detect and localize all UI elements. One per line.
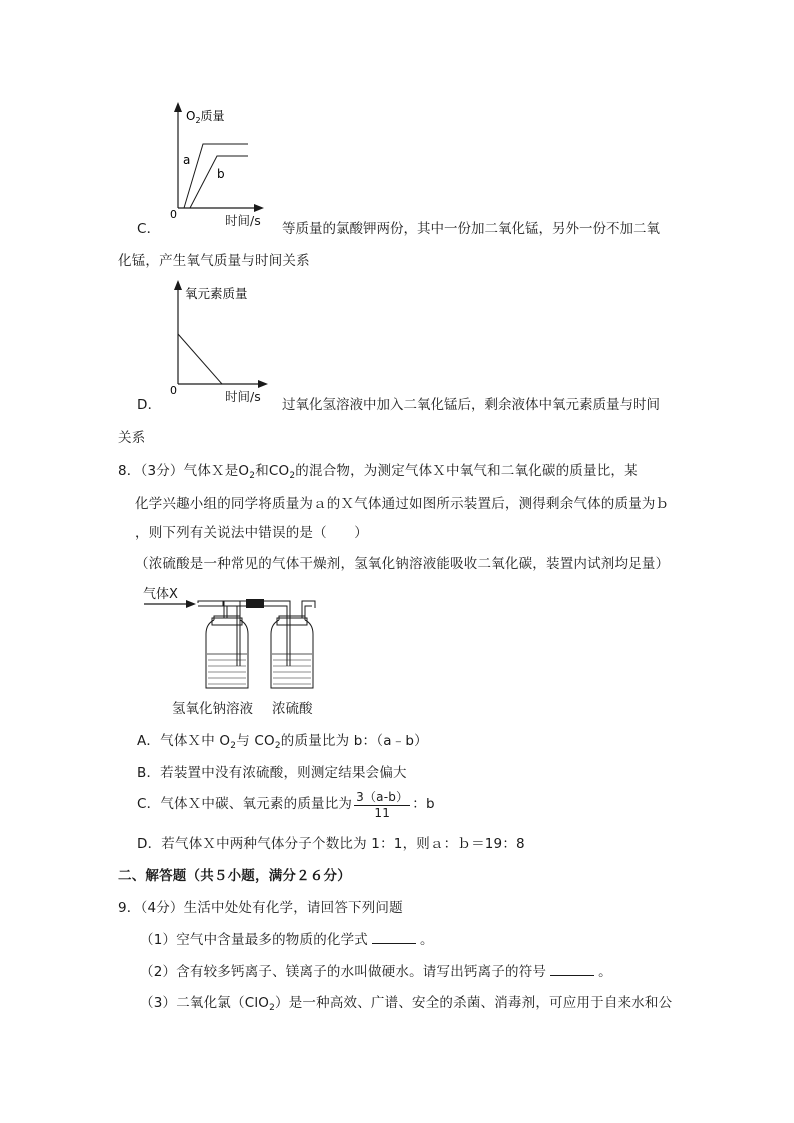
inlet-tube-inner (198, 606, 237, 666)
graph-c-origin: 0 (170, 208, 177, 221)
q8-stem-line3: ，则下列有关说法中错误的是（ ） (135, 525, 368, 541)
q8-stem-line1: 8．（3分）气体Ｘ是$O_2$和$CO_2$的混合物，为测定气体Ｘ中氧气和二氧化碳的质量比，某 (118, 463, 638, 481)
option-c-text: 等质量的氯酸钾两份，其中一份加二氧化锰，另外一份不加二氧 (282, 221, 660, 237)
q8-stem-line2: 化学兴趣小组的同学将质量为ａ的Ｘ气体通过如图所示装置后，测得剩余气体的质量为ｂ (135, 496, 670, 512)
bottle-1-label: 氢氧化钠溶液 (172, 701, 253, 717)
option-d-text: 过氧化氢溶液中加入二氧化锰后，剩余液体中氧元素质量与时间 (282, 397, 660, 413)
q8-option-b: B．若装置中没有浓硫酸，则测定结果会偏大 (137, 765, 407, 781)
graph-d-line (178, 334, 222, 384)
bottle-1 (206, 616, 248, 688)
outlet-tube-inner (305, 606, 312, 618)
graph-c-xlabel: 时间/s (225, 213, 261, 228)
q9-answer-blank-2[interactable] (550, 964, 594, 976)
gas-x-label: 气体X (143, 587, 178, 602)
q8-option-c-fraction: $\frac{3(a-b)}{11}$ (356, 790, 409, 820)
graph-d-ylabel: 氧元素质量 (185, 286, 248, 301)
q8-note: （浓硫酸是一种常见的气体干燥剂，氢氧化钠溶液能吸收二氧化碳，装置内试剂均足量） (135, 556, 670, 572)
connect-b (227, 606, 287, 666)
option-d-letter: D． (137, 397, 162, 413)
graph-c-line-b (190, 156, 248, 208)
graph-d-origin: 0 (170, 384, 177, 397)
graph-d-y-arrow (174, 280, 182, 290)
option-d-text-cont: 关系 (118, 430, 146, 446)
graph-d-xlabel: 时间/s (225, 389, 261, 404)
graph-c-ylabel: $O_2$质量 (186, 109, 225, 125)
bottle-2 (271, 616, 313, 688)
bottle-2-stopper (277, 618, 307, 625)
bottle-2-label: 浓硫酸 (272, 701, 313, 717)
apparatus-diagram (140, 598, 340, 698)
connect-a (224, 601, 290, 666)
rubber-joint (246, 599, 264, 608)
q8-option-c: C．气体Ｘ中碳、氧元素的质量比为 $\frac{3(a-b)}{11}$ ：b (137, 790, 435, 820)
q9-part-3: （3）二氧化氯（ClO$_2$）是一种高效、广谱、安全的杀菌、消毒剂，可应用于自来水和公 (140, 995, 673, 1013)
option-c-text-cont: 化锰，产生氧气质量与时间关系 (118, 253, 310, 269)
q9-answer-blank-1[interactable] (372, 932, 416, 944)
q8-option-a: A．气体Ｘ中 $O_2$与 $CO_2$的质量比为 b：（a﹣b） (137, 733, 428, 751)
outlet-tube (302, 601, 315, 618)
option-c-letter: C． (137, 221, 161, 237)
inlet-tube (198, 601, 240, 666)
q8-option-d: D．若气体Ｘ中两种气体分子个数比为 1：1，则ａ：ｂ＝19：8 (137, 836, 525, 852)
q9-stem: 9．（4分）生活中处处有化学，请回答下列问题 (118, 900, 403, 916)
gas-arrow-head (186, 600, 196, 608)
q9-part-2: （2）含有较多钙离子、镁离子的水叫做硬水。请写出钙离子的符号 。 (140, 964, 612, 980)
q9-part-1: （1）空气中含量最多的物质的化学式 。 (140, 932, 434, 948)
graph-c-label-a: a (183, 153, 191, 167)
section-2-title: 二、解答题（共５小题，满分２６分） (118, 868, 351, 884)
graph-c-line-a (184, 144, 248, 208)
graph-c-y-arrow (174, 102, 182, 112)
graph-c-label-b: b (217, 167, 225, 181)
